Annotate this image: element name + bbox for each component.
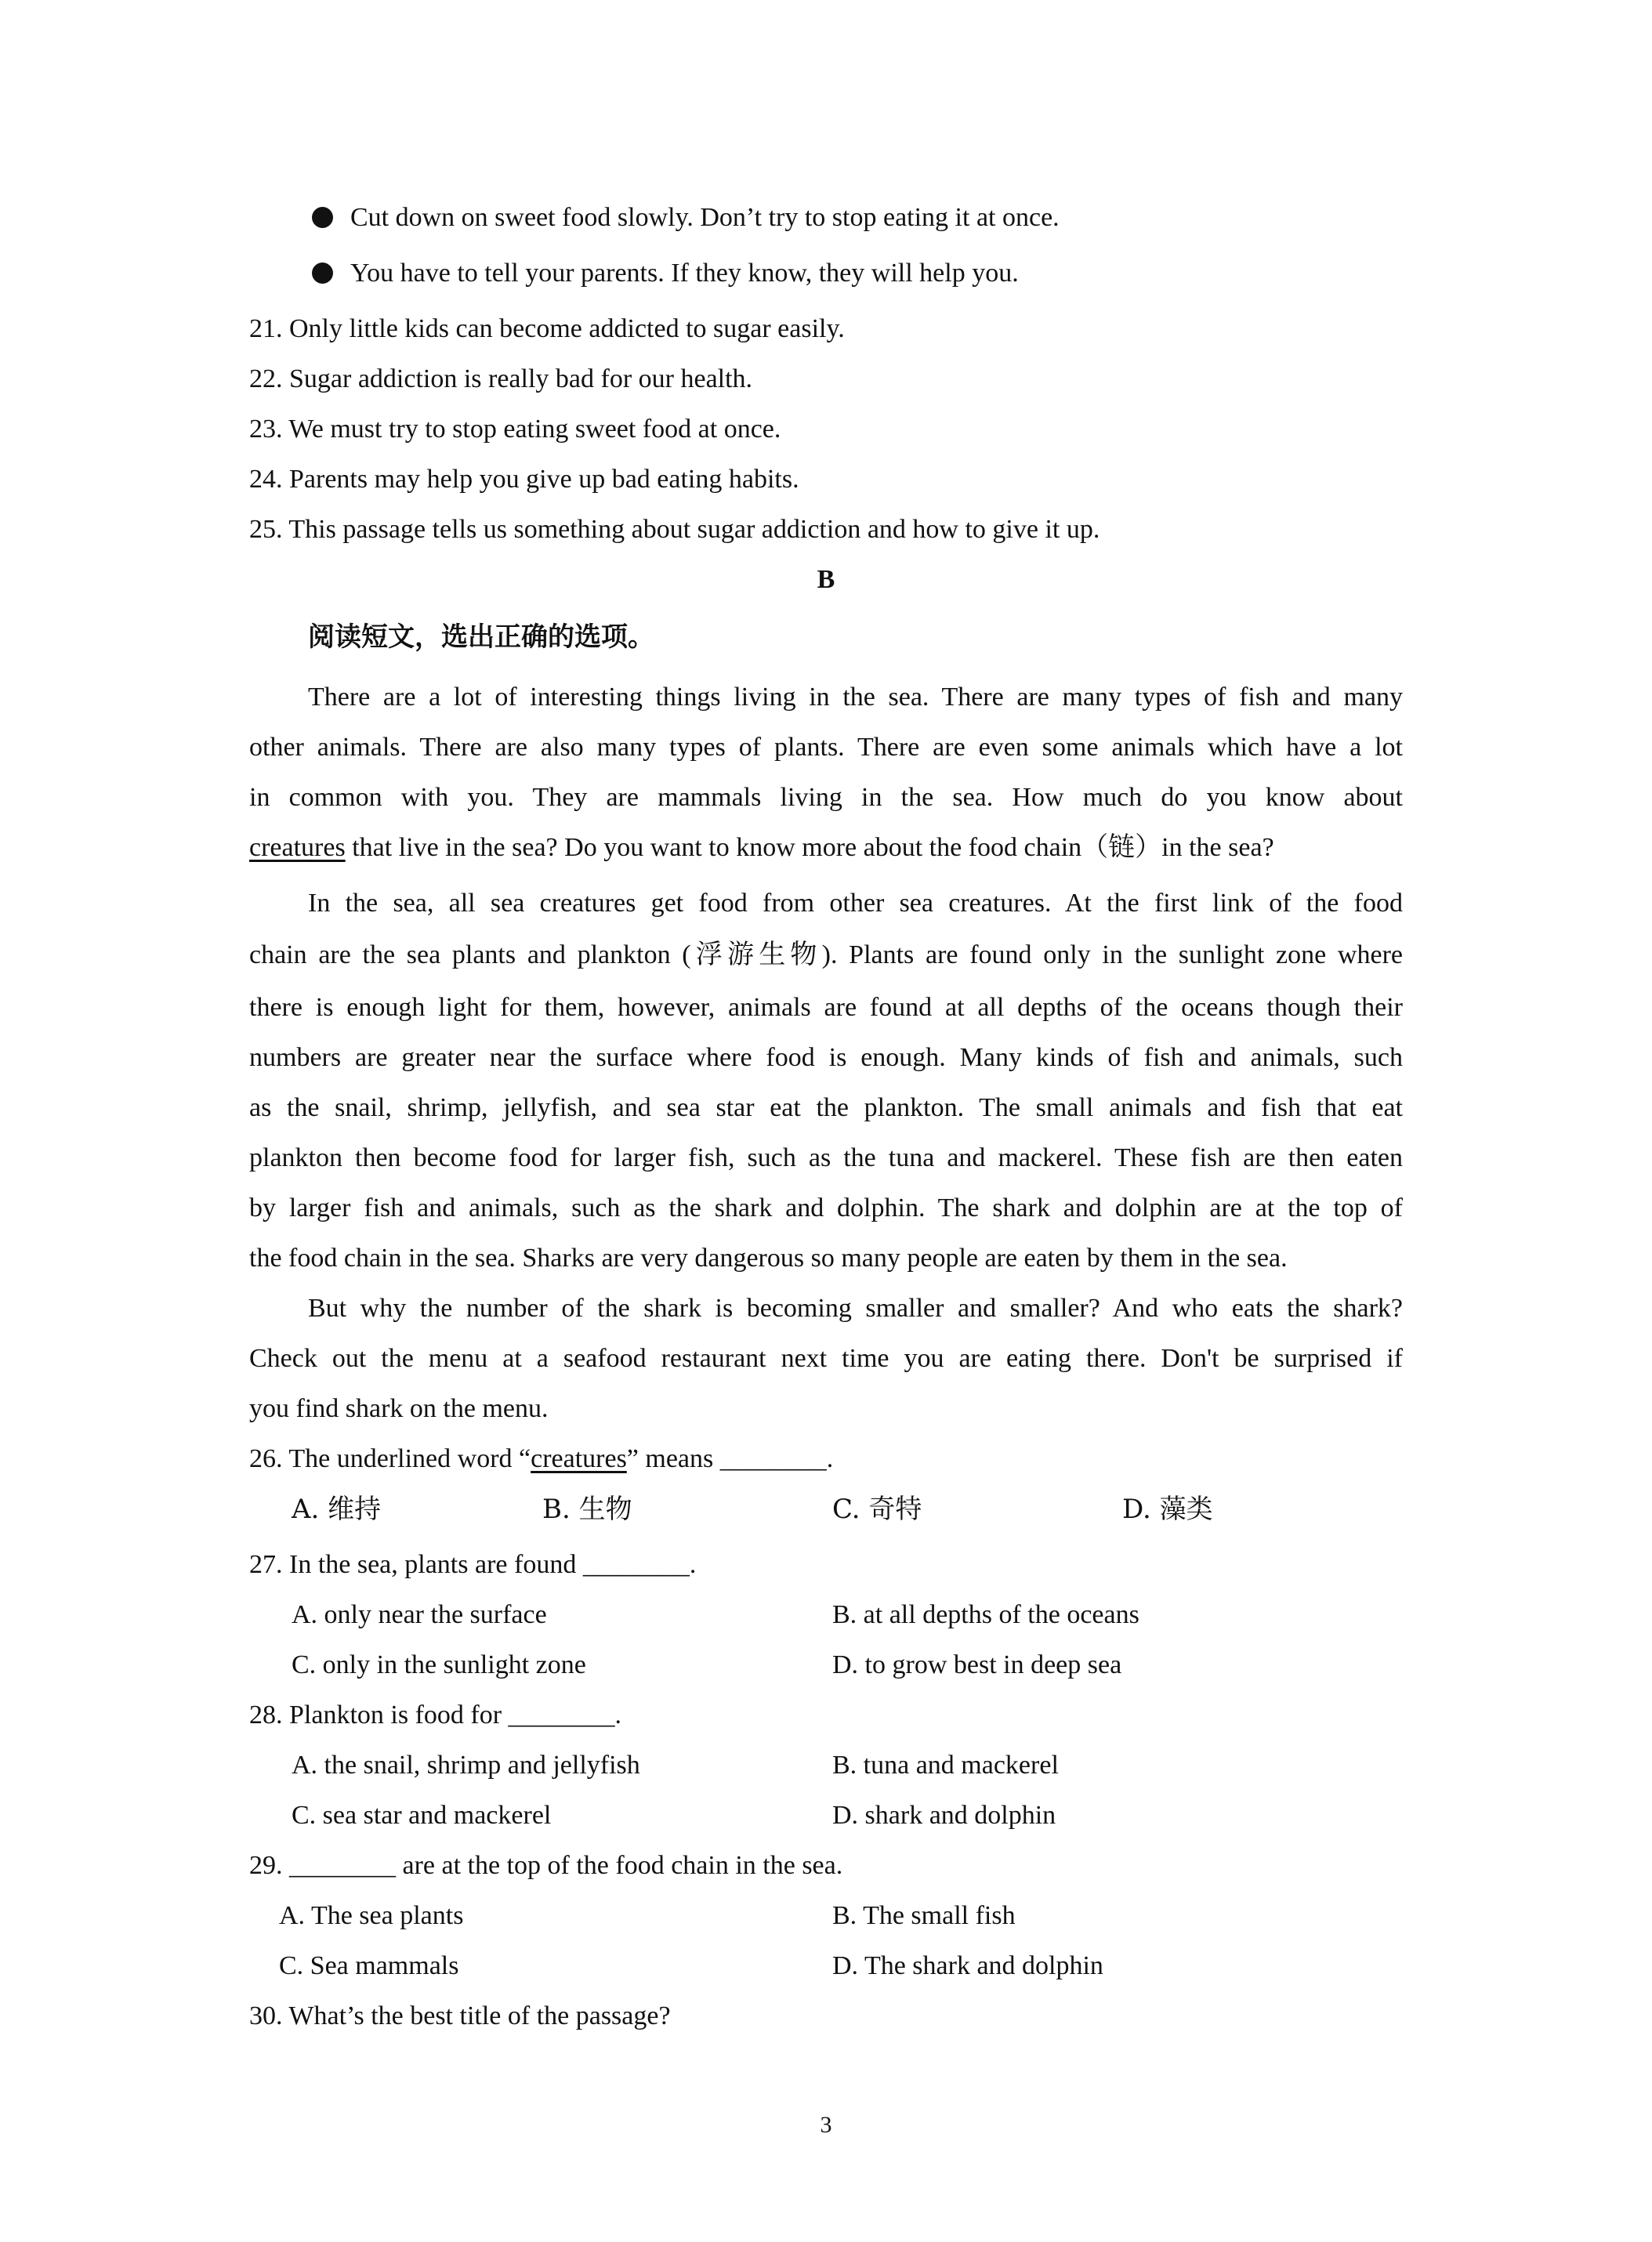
underlined-word: creatures <box>531 1444 627 1473</box>
question-28: 28. Plankton is food for ________. <box>249 1701 622 1729</box>
passage-p1-line: other animals. There are also many types of plants. There are even some animals which have a lot <box>249 733 1403 762</box>
statement-23: 23. We must try to stop eating sweet food at once. <box>249 415 781 444</box>
passage-p1-line: in common with you. They are mammals living in the sea. How much do you know about <box>249 783 1403 812</box>
question-text: ” means ________. <box>626 1444 834 1473</box>
underlined-word: creatures <box>249 833 346 862</box>
statement-21: 21. Only little kids can become addicted to sugar easily. <box>249 314 845 343</box>
passage-p2-line: In the sea, all sea creatures get food from other sea creatures. At the first link of the food <box>308 889 1403 918</box>
question-text: 26. The underlined word “ <box>249 1444 531 1473</box>
q29-option-b: B. The small fish <box>832 1901 1016 1930</box>
question-26 <box>249 1440 833 1478</box>
passage-p2-line: there is enough light for them, however, animals are found at all depths of the oceans though their <box>249 993 1403 1022</box>
q29-option-c: C. Sea mammals <box>279 1951 459 1980</box>
q27-option-b: B. at all depths of the oceans <box>832 1600 1139 1629</box>
passage-p1-line: There are a lot of interesting things living in the sea. There are many types of fish and many <box>308 683 1403 712</box>
question-27: 27. In the sea, plants are found ________. <box>249 1550 697 1579</box>
passage-text: that live in the sea? Do you want to know more about the food chain（链）in the sea? <box>345 833 1274 862</box>
bullet-icon <box>312 207 333 228</box>
q28-option-d: D. shark and dolphin <box>832 1801 1056 1830</box>
q28-option-c: C. sea star and mackerel <box>292 1801 552 1830</box>
q26-option-a: A. 维持 <box>292 1494 382 1525</box>
passage-p2-line: the food chain in the sea. Sharks are very dangerous so many people are eaten by them in the sea. <box>249 1244 1288 1273</box>
passage-p2-line: as the snail, shrimp, jellyfish, and sea star eat the plankton. The small animals and fish that eat <box>249 1093 1403 1122</box>
passage-p2-line: chain are the sea plants and plankton (浮游生物). Plants are found only in the sunlight zone where <box>249 940 1403 969</box>
passage-p2-line: plankton then become food for larger fish, such as the tuna and mackerel. These fish are then eaten <box>249 1143 1403 1172</box>
page-number: 3 <box>820 2112 832 2138</box>
section-instruction: 阅读短文，选出正确的选项。 <box>308 621 654 653</box>
q26-option-d: D. 藻类 <box>1122 1494 1213 1525</box>
statement-22: 22. Sugar addiction is really bad for our health. <box>249 364 753 393</box>
q27-option-a: A. only near the surface <box>292 1600 547 1629</box>
q26-option-b: B. 生物 <box>542 1494 632 1525</box>
q29-option-d: D. The shark and dolphin <box>832 1951 1103 1980</box>
passage-p3-line: Check out the menu at a seafood restaurant next time you are eating there. Don't be surprised if <box>249 1344 1403 1373</box>
section-heading: B <box>817 565 835 594</box>
passage-p3-line: But why the number of the shark is becoming smaller and smaller? And who eats the shark? <box>308 1294 1403 1323</box>
q28-option-a: A. the snail, shrimp and jellyfish <box>292 1751 640 1780</box>
q26-option-c: C. 奇特 <box>832 1494 922 1525</box>
q27-option-c: C. only in the sunlight zone <box>292 1650 586 1679</box>
bullet-icon <box>312 263 333 284</box>
passage-p3-line: you find shark on the menu. <box>249 1394 549 1423</box>
q29-option-a: A. The sea plants <box>279 1901 464 1930</box>
question-29: 29. ________ are at the top of the food chain in the sea. <box>249 1851 843 1880</box>
question-30: 30. What’s the best title of the passage? <box>249 2001 671 2030</box>
q27-option-d: D. to grow best in deep sea <box>832 1650 1122 1679</box>
tip-item: You have to tell your parents. If they know, they will help you. <box>350 259 1019 288</box>
statement-25: 25. This passage tells us something about sugar addiction and how to give it up. <box>249 515 1100 544</box>
statement-24: 24. Parents may help you give up bad eating habits. <box>249 465 799 494</box>
tip-item: Cut down on sweet food slowly. Don’t try to stop eating it at once. <box>350 203 1060 232</box>
passage-p2-line: by larger fish and animals, such as the shark and dolphin. The shark and dolphin are at the top of <box>249 1193 1403 1222</box>
q28-option-b: B. tuna and mackerel <box>832 1751 1059 1780</box>
passage-p1-line <box>249 829 1274 867</box>
passage-p2-line: numbers are greater near the surface where food is enough. Many kinds of fish and animals, such <box>249 1043 1403 1072</box>
